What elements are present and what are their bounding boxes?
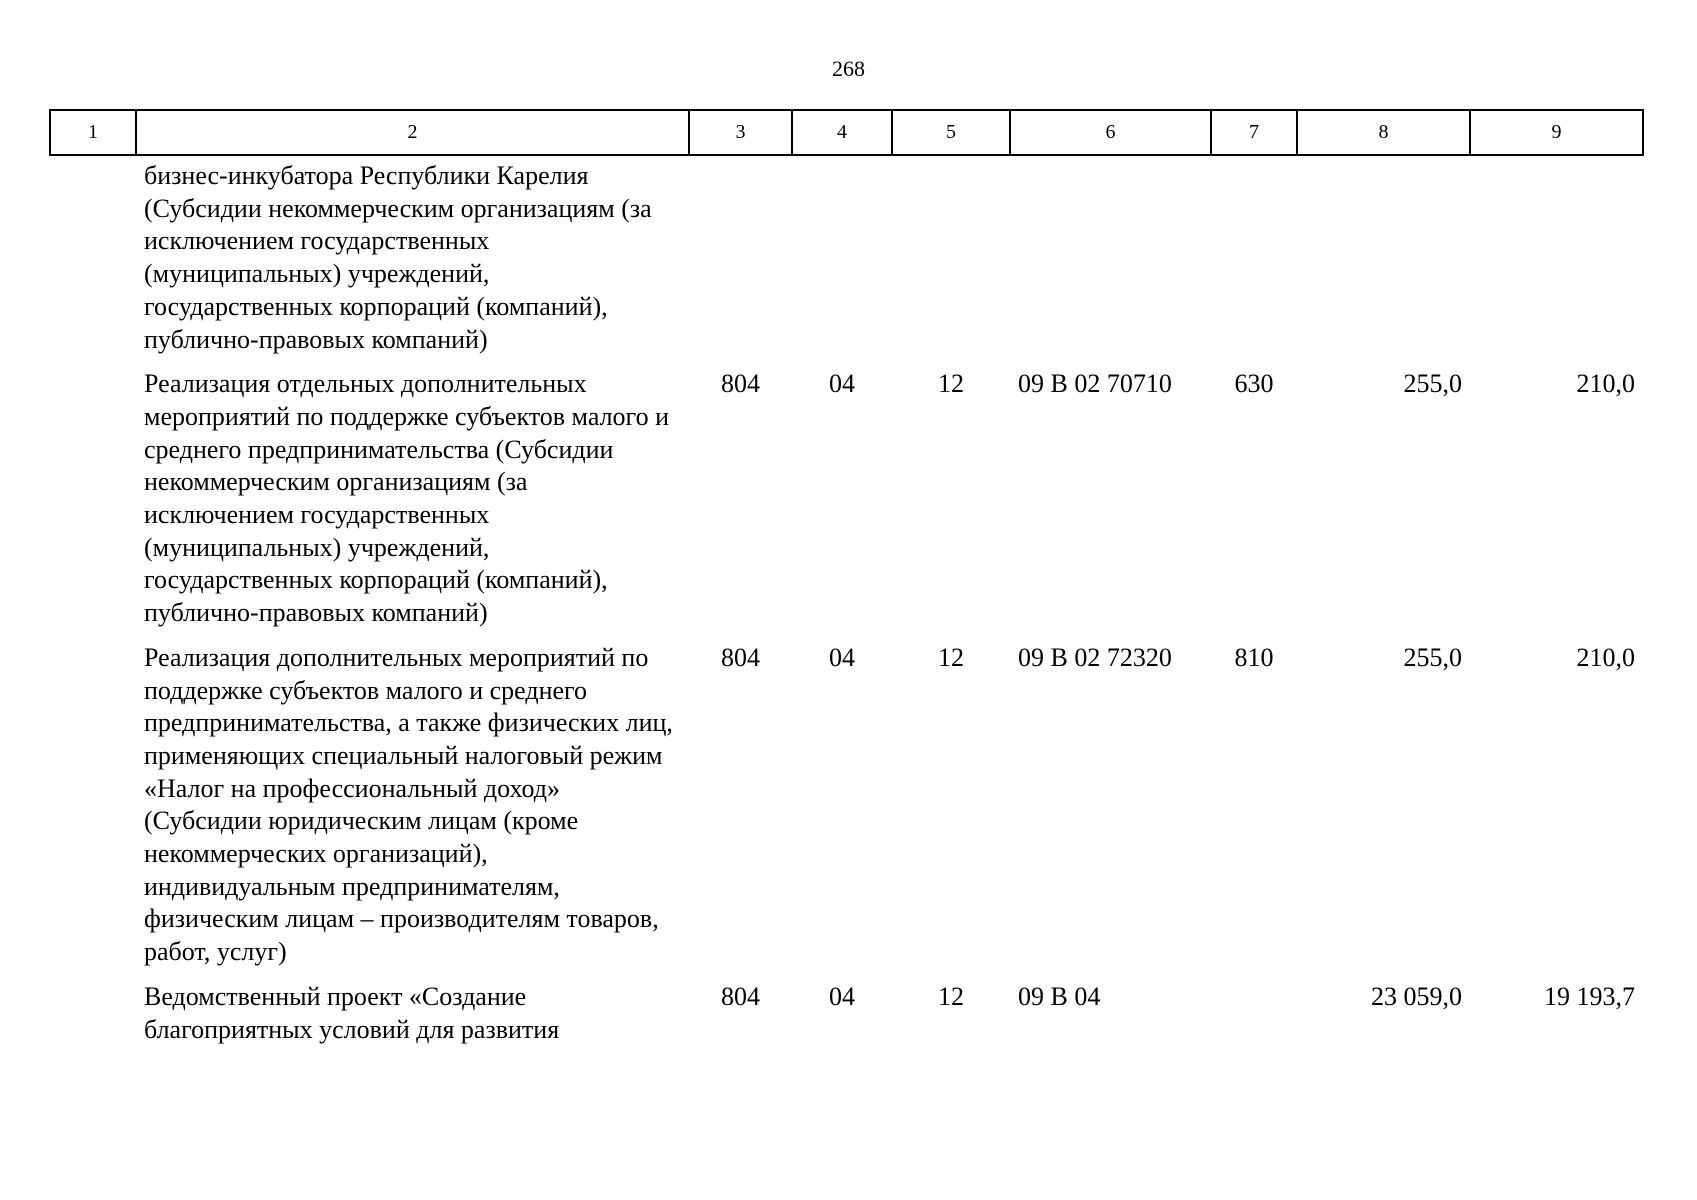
target-item-cell: 09 В 02 72320 [1018, 642, 1172, 672]
row-name-cell: бизнес-инкубатора Республики Карелия (Субсидии некоммерческим организациям (за исключением государственных (муниципальных) учреждений, государственных корпораций (компаний), публично-правовых компаний) [144, 161, 652, 354]
section-code-cell: 04 [829, 369, 855, 399]
target-item-cell: 09 В 04 [1018, 981, 1101, 1011]
ministry-code-cell [689, 155, 792, 356]
table-row [50, 356, 1643, 630]
amount-col8-cell: 255,0 [1403, 642, 1462, 672]
expense-type-cell: 630 [1234, 369, 1274, 399]
ministry-code-cell: 804 [721, 369, 760, 399]
column-header-3: 3 [689, 110, 792, 155]
row-name-cell: Ведомственный проект «Создание благоприятных условий для развития [144, 981, 560, 1044]
column-header-8: 8 [1297, 110, 1470, 155]
column-header-9: 9 [1470, 110, 1643, 155]
table-row [50, 630, 1643, 969]
row-index-cell [50, 630, 136, 969]
page-number: 268 [832, 56, 865, 81]
section-code-cell: 04 [829, 642, 855, 672]
expense-type-cell [1211, 155, 1297, 356]
target-item-cell [1010, 155, 1211, 356]
subsection-code-cell: 12 [938, 369, 964, 399]
column-header-1: 1 [50, 110, 136, 155]
amount-col9-cell: 210,0 [1576, 369, 1635, 399]
section-code-cell [792, 155, 892, 356]
amount-col9-cell: 19 193,7 [1544, 981, 1635, 1011]
subsection-code-cell [892, 155, 1010, 356]
expense-type-cell [1211, 969, 1297, 1046]
amount-col9-cell: 210,0 [1576, 642, 1635, 672]
row-index-cell [50, 356, 136, 630]
amount-col8-cell [1297, 155, 1470, 356]
amount-col9-cell [1470, 155, 1643, 356]
table-row [50, 155, 1643, 356]
row-name-cell: Реализация отдельных дополнительных мероприятий по поддержке субъектов малого и среднего предпринимательства (Субсидии некоммерческим организациям (за исключением государственных (муниципальных) учреждений, государственных корпораций (компаний), публично-правовых компаний) [144, 369, 669, 628]
column-header-7: 7 [1211, 110, 1297, 155]
row-index-cell [50, 969, 136, 1046]
column-header-5: 5 [892, 110, 1010, 155]
budget-table [49, 109, 1644, 1046]
subsection-code-cell: 12 [938, 642, 964, 672]
expense-type-cell: 810 [1234, 642, 1274, 672]
target-item-cell: 09 В 02 70710 [1018, 369, 1172, 399]
column-header-2: 2 [136, 110, 689, 155]
table-header-row [50, 110, 1643, 155]
row-index-cell [50, 155, 136, 356]
ministry-code-cell: 804 [721, 981, 760, 1011]
amount-col8-cell: 255,0 [1403, 369, 1462, 399]
ministry-code-cell: 804 [721, 642, 760, 672]
row-name-cell: Реализация дополнительных мероприятий по поддержке субъектов малого и среднего предпринимательства, а также физических лиц, применяющих специальный налоговый режим «Налог на профессиональный доход» (Субсидии юридическим лицам (кроме некоммерческих организаций), индивидуальным предпринимателям, физическим лицам – производителям товаров, работ, услуг) [144, 642, 673, 967]
table-row [50, 969, 1643, 1046]
section-code-cell: 04 [829, 981, 855, 1011]
column-header-6: 6 [1010, 110, 1211, 155]
column-header-4: 4 [792, 110, 892, 155]
amount-col8-cell: 23 059,0 [1371, 981, 1462, 1011]
subsection-code-cell: 12 [938, 981, 964, 1011]
